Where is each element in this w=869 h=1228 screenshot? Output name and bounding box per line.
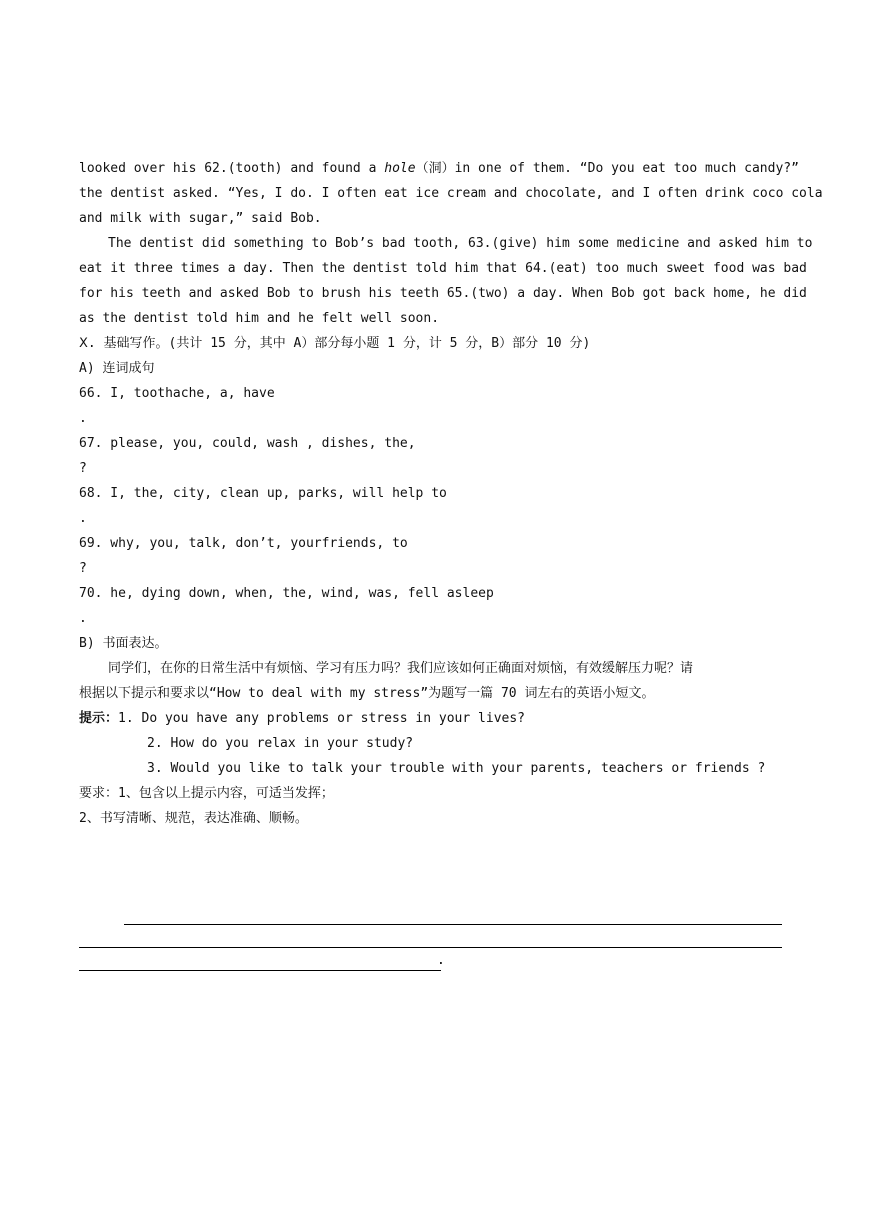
writing-line[interactable]	[124, 924, 782, 925]
part-b-intro: 同学们，在你的日常生活中有烦恼、学习有压力吗？我们应该如何正确面对烦恼，有效缓解压力呢？请	[108, 661, 694, 676]
answer-end-mark: ?	[79, 461, 87, 476]
question-66: 66. I, toothache, a, have	[79, 386, 275, 401]
question-68: 68. I, the, city, clean up, parks, will help to	[79, 486, 447, 501]
writing-end-mark: .	[437, 953, 445, 968]
passage-line: the dentist asked. “Yes, I do. I often eat ice cream and chocolate, and I often drink coco cola	[79, 186, 823, 201]
part-b-title: B) 书面表达。	[79, 636, 168, 651]
passage-line	[79, 156, 799, 181]
answer-end-mark: .	[79, 511, 87, 526]
answer-end-mark: .	[79, 411, 87, 426]
requirement-line: 要求：1、包含以上提示内容，可适当发挥；	[79, 786, 334, 801]
section-heading: Ⅹ. 基础写作。(共计 15 分，其中 A）部分每小题 1 分，计 5 分，B）部分 10 分)	[79, 336, 591, 351]
passage-italic-word: hole	[384, 161, 416, 176]
part-a-title: A) 连词成句	[79, 361, 155, 376]
passage-text: looked over his 62.(tooth) and found a	[79, 161, 385, 176]
passage-line: eat it three times a day. Then the dentist told him that 64.(eat) too much sweet food was bad	[79, 261, 807, 276]
document-page	[79, 156, 823, 831]
question-70: 70. he, dying down, when, the, wind, was, fell asleep	[79, 586, 494, 601]
hint-label: 提示：	[79, 711, 119, 726]
passage-line: as the dentist told him and he felt well soon.	[79, 311, 440, 326]
writing-line[interactable]	[79, 970, 441, 971]
hint-text: 1. Do you have any problems or stress in your lives?	[118, 711, 526, 726]
hint-line: 3. Would you like to talk your trouble with your parents, teachers or friends ?	[147, 761, 766, 776]
hint-line: 2. How do you relax in your study?	[147, 736, 414, 751]
passage-text: （洞）in one of them. “Do you eat too much candy?”	[415, 161, 799, 176]
writing-line[interactable]	[79, 947, 782, 948]
question-67: 67. please, you, could, wash , dishes, the,	[79, 436, 416, 451]
passage-line: and milk with sugar,” said Bob.	[79, 211, 322, 226]
hint-line	[79, 706, 791, 731]
answer-end-mark: ?	[79, 561, 87, 576]
answer-end-mark: .	[79, 611, 87, 626]
part-b-intro: 根据以下提示和要求以“How to deal with my stress”为题写一篇 70 词左右的英语小短文。	[79, 686, 655, 701]
requirement-line: 2、书写清晰、规范，表达准确、顺畅。	[79, 811, 308, 826]
passage-line: for his teeth and asked Bob to brush his teeth 65.(two) a day. When Bob got back home, he did	[79, 286, 807, 301]
passage-line: The dentist did something to Bob’s bad tooth, 63.(give) him some medicine and asked him to	[108, 236, 813, 251]
question-69: 69. why, you, talk, don’t, yourfriends, to	[79, 536, 408, 551]
